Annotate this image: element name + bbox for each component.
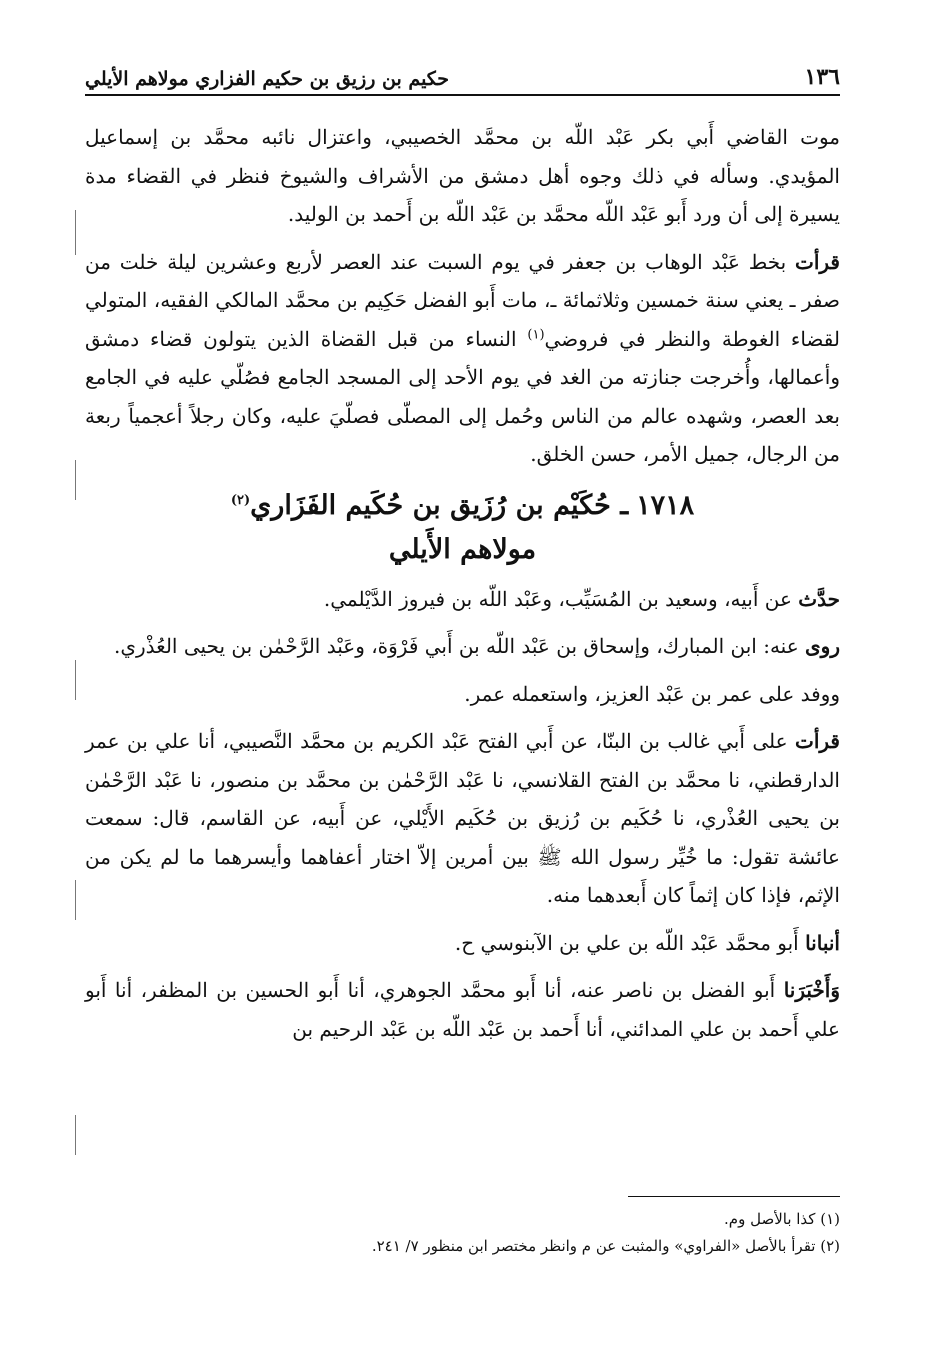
- paragraph-7-lead: أنبانا: [805, 930, 840, 955]
- margin-mark: [75, 1115, 76, 1155]
- footnote-ref-1: (١): [527, 326, 545, 342]
- page-header: [85, 58, 840, 96]
- paragraph-1: موت القاضي أَبي بكر عَبْد اللّه بن محمَّد الخصيبي، واعتزال نائبه محمَّد بن إسماعيل المؤيدي. وسأله في ذلك وجوه أهل دمشق من الأشراف والشيوخ فنظر في القضاء مدة يسيرة إلى أن ورد أَبو عَبْد اللّه محمَّد بن عَبْد اللّه بن أَحمد بن الوليد.: [85, 125, 841, 226]
- entry-number: ١٧١٨: [636, 489, 695, 521]
- paragraph-3: [85, 580, 840, 619]
- footnote-1: (١) كذا بالأصل وم.: [724, 1210, 840, 1228]
- paragraph-2-lead: قرأت: [795, 249, 840, 274]
- entry-name-line2: مولاهم الأَيلي: [388, 533, 537, 565]
- paragraph-2-text-b: النساء من قبل القضاة الذين يتولون قضاء دمشق وأعمالها، وأُخرجت جنازته من الغد في يوم الأحد إلى المسجد الجامع فصُلّي عليه في الجامع بعد العصر، وشهده عالم من الناس وحُمل إلى المصلّى فصلّيَ عليه، وكان رجلاً أعجمياً ربعة من الرجال، جميل الأمر، حسن الخلق.: [85, 326, 840, 466]
- paragraph-8: [85, 971, 840, 1048]
- paragraph-3-text: عن أَبيه، وسعيد بن المُسَيِّب، وعَبْد اللّه بن فيروز الدَّيْلمي.: [323, 586, 799, 611]
- margin-mark: [75, 210, 76, 255]
- footnotes: [85, 1206, 840, 1260]
- paragraph-4: [85, 627, 840, 666]
- footnote-ref-2: (٢): [230, 492, 251, 508]
- page-number: ١٣٦: [804, 64, 840, 90]
- paragraph-2-text-a: بخط عَبْد الوهاب بن جعفر في يوم السبت عند العصر لأربع وعشرين ليلة خلت من صفر ـ يعني سنة خمسين وثلاثمائة ـ، مات أَبو الفضل حَكِيم بن محمَّد المالكي الفقيه، المتولي لقضاء الغوطة والنظر في فروضي: [85, 249, 840, 351]
- paragraph-4-lead: روى: [805, 634, 840, 658]
- footnote-2: (٢) تقرأ بالأصل «الفراوي» والمثبت عن م وانظر مختصر ابن منظور ٧/ ٢٤١.: [371, 1237, 840, 1255]
- paragraph-3-lead: حدَّث: [798, 586, 840, 611]
- paragraph-8-lead: وَأَخْبَرَنا: [783, 978, 840, 1002]
- paragraph-6-text: على أَبي غالب بن البنّا، عن أَبي الفتح عَبْد الكريم بن محمَّد النَّصيبي، أنا علي بن عمر الدارقطني، نا محمَّد بن الفتح القلانسي، نا عَبْد الرَّحْمٰن بن محمَّد بن منصور، نا عَبْد الرَّحْمٰن بن يحيى العُذْري، نا حُكَيم بن رُزيق بن حُكَيم الأَيْلي، عن أَبيه، عن القاسم، قال: سمعت عائشة تقول: ما خُيِّر رسول الله ﷺ بين أمرين إلاّ اختار أعفاهما وأيسرهما ما لم يكن من الإثم، فإذا كان إثماً كان أَبعدهما منه.: [85, 729, 840, 907]
- paragraph-6-lead: قرأت: [795, 729, 840, 753]
- paragraph-2: [85, 243, 840, 474]
- margin-mark: [75, 880, 76, 920]
- paragraph-6: [85, 722, 840, 915]
- footnote-separator: [628, 1196, 840, 1197]
- entry-heading: [85, 484, 840, 572]
- page-body: [85, 118, 840, 1057]
- margin-mark: [75, 460, 76, 500]
- paragraph-7-text: أَبو محمَّد عَبْد اللّه بن علي بن الآبنوسي ح.: [454, 930, 806, 955]
- paragraph-5: ووفد على عمر بن عَبْد العزيز، واستعمله عمر.: [464, 681, 840, 706]
- paragraph-8-text: أَبو الفضل بن ناصر عنه، أنا أَبو محمَّد الجوهري، أنا أَبو الحسين بن المظفر، أنا أَبو علي أَحمد بن علي المدائني، أنا أَحمد بن عَبْد اللّه بن عَبْد الرحيم بن: [85, 978, 840, 1041]
- margin-mark: [75, 660, 76, 700]
- paragraph-4-text: عنه: ابن المبارك، وإسحاق بن عَبْد اللّه بن أَبي فَرْوَة، وعَبْد الرَّحْمٰن بن يحيى العُذْري.: [114, 634, 806, 658]
- entry-name: ـ حُكَيْم بن رُزَيق بن حُكَيم الفَزَاري: [250, 489, 629, 521]
- paragraph-7: [85, 924, 840, 963]
- running-title: حكيم بن رزيق بن حكيم الفزاري مولاهم الأيلي: [85, 68, 450, 90]
